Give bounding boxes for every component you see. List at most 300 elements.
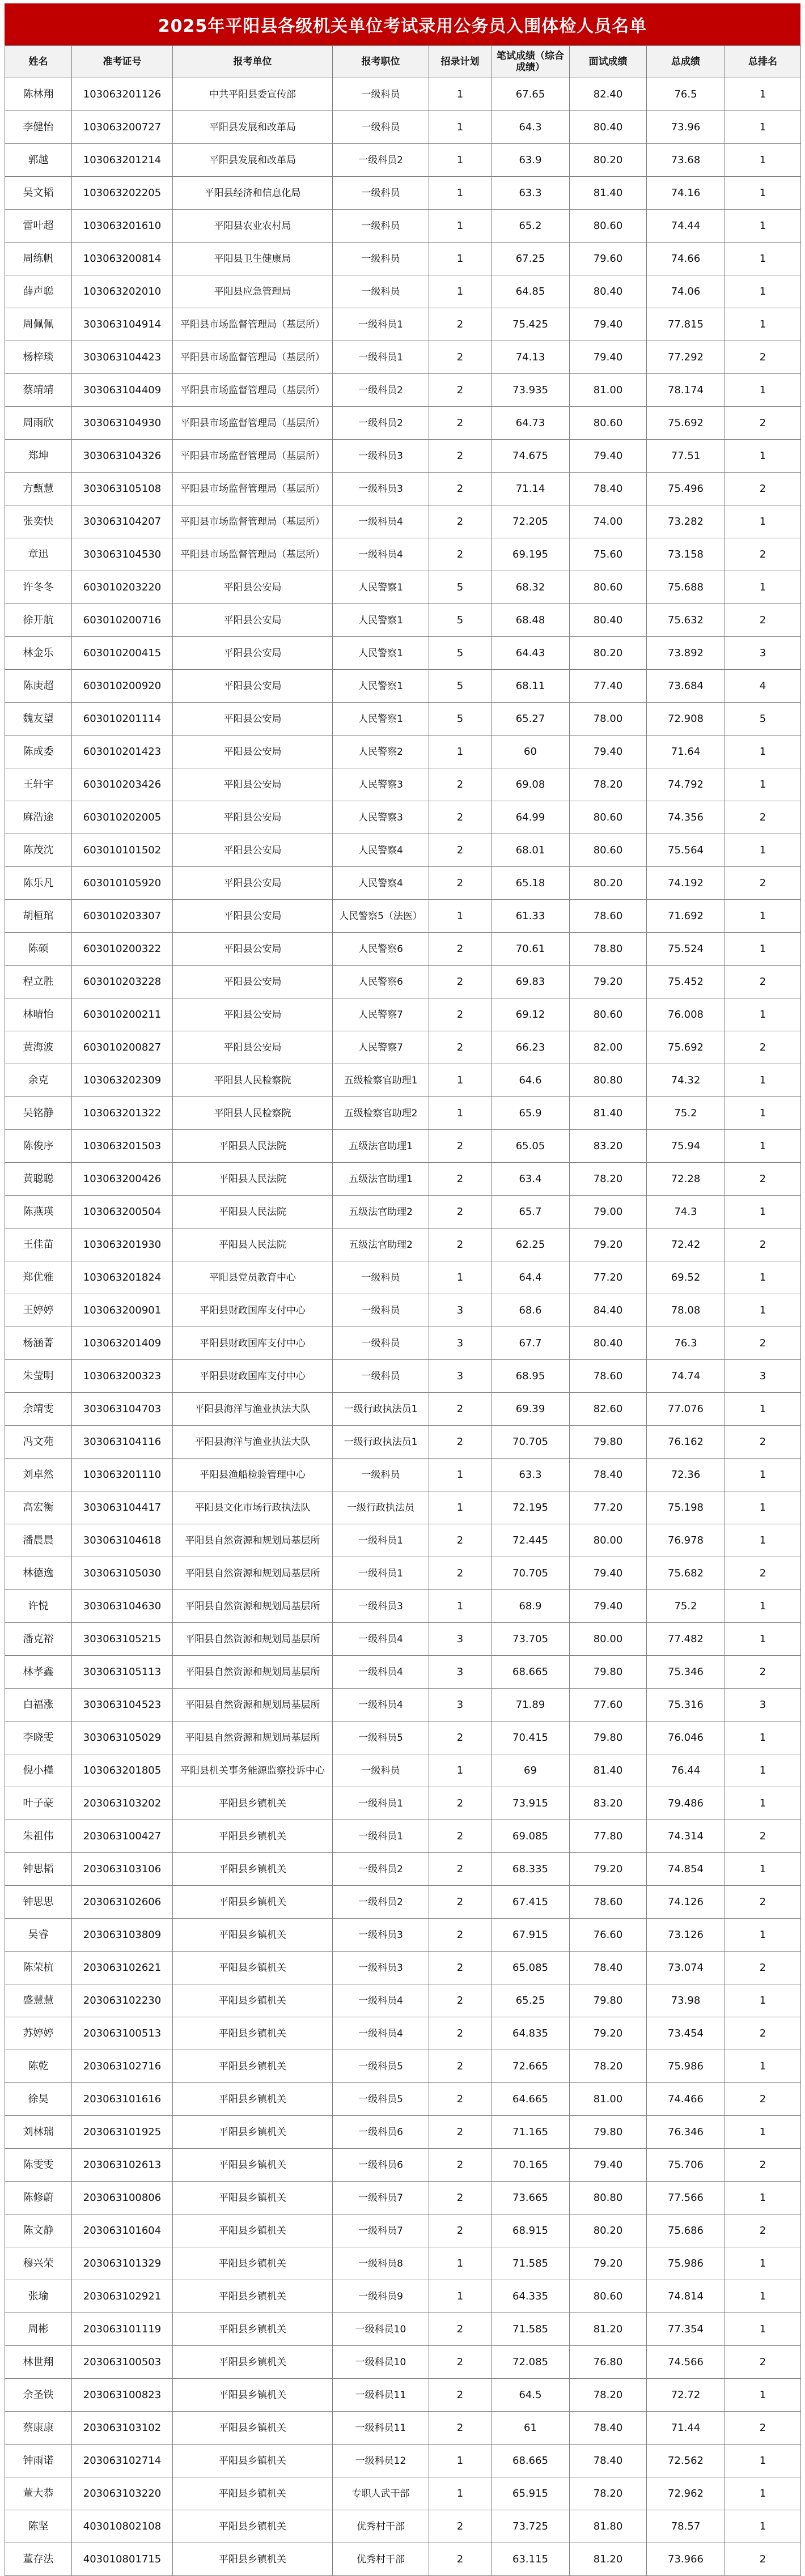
cell-total-score: 75.94 [647, 1130, 725, 1163]
cell-plan: 2 [429, 768, 492, 801]
cell-plan: 2 [429, 867, 492, 900]
cell-rank: 2 [725, 966, 801, 998]
cell-written-score: 71.165 [492, 2116, 570, 2149]
table-row [5, 1656, 801, 1689]
cell-name: 刘卓然 [5, 1459, 72, 1491]
cell-plan: 2 [429, 2017, 492, 2050]
cell-rank: 2 [725, 2017, 801, 2050]
cell-plan: 2 [429, 801, 492, 834]
cell-name: 郑坤 [5, 440, 72, 473]
cell-ticket-no: 203063102613 [72, 2149, 173, 2182]
cell-written-score: 67.415 [492, 1886, 570, 1919]
cell-written-score: 64.665 [492, 2083, 570, 2116]
cell-position: 一级科员4 [333, 1656, 429, 1689]
cell-written-score: 63.3 [492, 177, 570, 210]
cell-total-score: 72.908 [647, 703, 725, 736]
cell-rank: 2 [725, 407, 801, 440]
cell-position: 一级科员11 [333, 2379, 429, 2412]
table-row [5, 1261, 801, 1294]
cell-total-score: 78.174 [647, 374, 725, 407]
table-row [5, 1721, 801, 1754]
cell-total-score: 71.64 [647, 736, 725, 768]
cell-ticket-no: 103063200814 [72, 243, 173, 275]
cell-name: 魏友望 [5, 703, 72, 736]
cell-position: 优秀村干部 [333, 2543, 429, 2576]
cell-position: 一级行政执法员1 [333, 1393, 429, 1426]
cell-written-score: 63.9 [492, 144, 570, 177]
cell-written-score: 63.4 [492, 1163, 570, 1196]
table-row [5, 538, 801, 571]
cell-total-score: 75.986 [647, 2247, 725, 2280]
table-row [5, 768, 801, 801]
cell-plan: 2 [429, 1820, 492, 1853]
cell-ticket-no: 603010200415 [72, 637, 173, 670]
cell-total-score: 73.074 [647, 1952, 725, 1984]
cell-plan: 5 [429, 604, 492, 637]
table-row [5, 473, 801, 505]
cell-written-score: 65.9 [492, 1097, 570, 1130]
table-row [5, 933, 801, 966]
cell-unit: 平阳县人民法院 [173, 1196, 333, 1229]
cell-ticket-no: 103063201126 [72, 78, 173, 111]
cell-unit: 平阳县市场监督管理局（基层所） [173, 308, 333, 341]
cell-plan: 2 [429, 1524, 492, 1557]
cell-unit: 平阳县乡镇机关 [173, 2017, 333, 2050]
cell-total-score: 73.684 [647, 670, 725, 703]
cell-interview-score: 82.40 [570, 78, 647, 111]
cell-interview-score: 79.80 [570, 1984, 647, 2017]
table-row [5, 275, 801, 308]
table-row [5, 1196, 801, 1229]
cell-unit: 平阳县经济和信息化局 [173, 177, 333, 210]
cell-position: 人民警察1 [333, 703, 429, 736]
cell-ticket-no: 603010200716 [72, 604, 173, 637]
cell-unit: 平阳县乡镇机关 [173, 2477, 333, 2510]
cell-ticket-no: 103063201610 [72, 210, 173, 243]
cell-written-score: 71.585 [492, 2313, 570, 2346]
cell-name: 周练帆 [5, 243, 72, 275]
cell-rank: 1 [725, 2510, 801, 2543]
cell-plan: 2 [429, 933, 492, 966]
cell-ticket-no: 103063200727 [72, 111, 173, 144]
cell-total-score: 75.682 [647, 1557, 725, 1590]
cell-ticket-no: 603010203220 [72, 571, 173, 604]
cell-unit: 平阳县公安局 [173, 736, 333, 768]
cell-written-score: 71.585 [492, 2247, 570, 2280]
cell-rank: 2 [725, 1656, 801, 1689]
cell-name: 倪小槿 [5, 1754, 72, 1787]
table-row [5, 78, 801, 111]
cell-ticket-no: 603010203307 [72, 900, 173, 933]
cell-written-score: 71.89 [492, 1689, 570, 1721]
cell-unit: 平阳县财政国库支付中心 [173, 1327, 333, 1360]
cell-name: 穆兴荣 [5, 2247, 72, 2280]
cell-rank: 2 [725, 1886, 801, 1919]
cell-unit: 平阳县乡镇机关 [173, 2379, 333, 2412]
header-row [5, 46, 801, 78]
cell-interview-score: 79.40 [570, 1557, 647, 1590]
cell-ticket-no: 603010200211 [72, 998, 173, 1031]
cell-rank: 1 [725, 440, 801, 473]
cell-total-score: 75.316 [647, 1689, 725, 1721]
cell-interview-score: 79.20 [570, 1229, 647, 1261]
cell-position: 五级法官助理2 [333, 1229, 429, 1261]
cell-total-score: 77.51 [647, 440, 725, 473]
cell-total-score: 74.314 [647, 1820, 725, 1853]
cell-written-score: 68.665 [492, 1656, 570, 1689]
table-row [5, 1097, 801, 1130]
cell-ticket-no: 203063102714 [72, 2445, 173, 2477]
cell-rank: 1 [725, 1393, 801, 1426]
cell-rank: 1 [725, 1261, 801, 1294]
cell-unit: 平阳县海洋与渔业执法大队 [173, 1426, 333, 1459]
cell-name: 潘克裕 [5, 1623, 72, 1656]
cell-rank: 2 [725, 1557, 801, 1590]
cell-unit: 平阳县人民法院 [173, 1229, 333, 1261]
cell-unit: 平阳县财政国库支付中心 [173, 1360, 333, 1393]
cell-interview-score: 83.20 [570, 1787, 647, 1820]
cell-interview-score: 79.40 [570, 308, 647, 341]
cell-interview-score: 77.80 [570, 1820, 647, 1853]
cell-interview-score: 78.20 [570, 2477, 647, 2510]
cell-position: 一级科员 [333, 111, 429, 144]
cell-plan: 2 [429, 2346, 492, 2379]
cell-written-score: 72.445 [492, 1524, 570, 1557]
cell-rank: 1 [725, 177, 801, 210]
cell-written-score: 65.18 [492, 867, 570, 900]
cell-ticket-no: 103063201409 [72, 1327, 173, 1360]
cell-position: 专职人武干部 [333, 2477, 429, 2510]
cell-unit: 平阳县公安局 [173, 801, 333, 834]
cell-ticket-no: 403010802108 [72, 2510, 173, 2543]
table-row [5, 1689, 801, 1721]
cell-position: 人民警察7 [333, 1031, 429, 1064]
cell-name: 陈成委 [5, 736, 72, 768]
cell-written-score: 69.83 [492, 966, 570, 998]
cell-unit: 平阳县海洋与渔业执法大队 [173, 1393, 333, 1426]
cell-name: 林孝鑫 [5, 1656, 72, 1689]
cell-position: 一级科员5 [333, 1721, 429, 1754]
cell-unit: 平阳县自然资源和规划局基层所 [173, 1623, 333, 1656]
cell-rank: 1 [725, 1721, 801, 1754]
cell-rank: 1 [725, 210, 801, 243]
cell-written-score: 69.195 [492, 538, 570, 571]
cell-position: 一级科员2 [333, 374, 429, 407]
cell-written-score: 68.665 [492, 2445, 570, 2477]
cell-total-score: 74.356 [647, 801, 725, 834]
cell-unit: 平阳县人民检察院 [173, 1064, 333, 1097]
cell-position: 一级科员 [333, 275, 429, 308]
table-row [5, 2313, 801, 2346]
cell-unit: 平阳县公安局 [173, 867, 333, 900]
cell-total-score: 73.158 [647, 538, 725, 571]
cell-rank: 2 [725, 1327, 801, 1360]
cell-ticket-no: 303063105029 [72, 1721, 173, 1754]
cell-position: 一级科员3 [333, 1919, 429, 1952]
cell-rank: 3 [725, 637, 801, 670]
results-table [5, 45, 801, 2576]
cell-written-score: 72.665 [492, 2050, 570, 2083]
cell-unit: 平阳县乡镇机关 [173, 1886, 333, 1919]
cell-name: 余靖雯 [5, 1393, 72, 1426]
cell-position: 一级科员 [333, 210, 429, 243]
cell-plan: 2 [429, 2182, 492, 2214]
cell-ticket-no: 103063202010 [72, 275, 173, 308]
cell-position: 一级科员 [333, 1261, 429, 1294]
cell-rank: 5 [725, 703, 801, 736]
cell-written-score: 64.43 [492, 637, 570, 670]
cell-written-score: 68.01 [492, 834, 570, 867]
cell-unit: 平阳县渔船检验管理中心 [173, 1459, 333, 1491]
table-row [5, 1163, 801, 1196]
cell-total-score: 75.524 [647, 933, 725, 966]
cell-ticket-no: 203063100503 [72, 2346, 173, 2379]
cell-total-score: 73.454 [647, 2017, 725, 2050]
table-row [5, 341, 801, 374]
cell-ticket-no: 203063100513 [72, 2017, 173, 2050]
cell-interview-score: 80.60 [570, 210, 647, 243]
cell-position: 人民警察1 [333, 670, 429, 703]
cell-interview-score: 78.40 [570, 1459, 647, 1491]
cell-total-score: 76.162 [647, 1426, 725, 1459]
cell-plan: 2 [429, 1031, 492, 1064]
cell-position: 人民警察3 [333, 801, 429, 834]
cell-name: 徐昊 [5, 2083, 72, 2116]
cell-rank: 1 [725, 768, 801, 801]
cell-plan: 1 [429, 1064, 492, 1097]
cell-name: 朱莹明 [5, 1360, 72, 1393]
cell-unit: 平阳县公安局 [173, 1031, 333, 1064]
cell-name: 张瑜 [5, 2280, 72, 2313]
header-col-total [647, 46, 725, 78]
table-row [5, 1229, 801, 1261]
cell-total-score: 75.686 [647, 2214, 725, 2247]
cell-plan: 2 [429, 2412, 492, 2445]
table-row [5, 1820, 801, 1853]
cell-rank: 2 [725, 2346, 801, 2379]
cell-interview-score: 79.40 [570, 2149, 647, 2182]
cell-unit: 平阳县乡镇机关 [173, 2182, 333, 2214]
cell-total-score: 74.854 [647, 1853, 725, 1886]
cell-ticket-no: 203063102606 [72, 1886, 173, 1919]
cell-written-score: 67.7 [492, 1327, 570, 1360]
cell-unit: 平阳县自然资源和规划局基层所 [173, 1590, 333, 1623]
cell-unit: 平阳县乡镇机关 [173, 2116, 333, 2149]
cell-written-score: 65.7 [492, 1196, 570, 1229]
cell-total-score: 73.892 [647, 637, 725, 670]
cell-interview-score: 82.00 [570, 1031, 647, 1064]
table-row [5, 1557, 801, 1590]
cell-unit: 平阳县乡镇机关 [173, 2412, 333, 2445]
col-position-label: 报考职位 [361, 56, 400, 67]
cell-written-score: 68.95 [492, 1360, 570, 1393]
cell-written-score: 64.85 [492, 275, 570, 308]
cell-plan: 2 [429, 2543, 492, 2576]
col-rank-label: 总排名 [748, 56, 777, 67]
cell-interview-score: 78.60 [570, 1886, 647, 1919]
cell-total-score: 77.354 [647, 2313, 725, 2346]
cell-interview-score: 81.80 [570, 2510, 647, 2543]
table-row [5, 210, 801, 243]
cell-position: 一级科员6 [333, 2149, 429, 2182]
cell-position: 人民警察5（法医） [333, 900, 429, 933]
cell-plan: 1 [429, 1754, 492, 1787]
cell-total-score: 72.562 [647, 2445, 725, 2477]
table-row [5, 2247, 801, 2280]
table-row [5, 2477, 801, 2510]
table-row [5, 1360, 801, 1393]
cell-ticket-no: 303063104530 [72, 538, 173, 571]
cell-position: 一级科员3 [333, 440, 429, 473]
cell-written-score: 65.085 [492, 1952, 570, 1984]
cell-name: 徐开航 [5, 604, 72, 637]
cell-ticket-no: 103063201930 [72, 1229, 173, 1261]
cell-unit: 平阳县自然资源和规划局基层所 [173, 1656, 333, 1689]
cell-written-score: 64.5 [492, 2379, 570, 2412]
cell-interview-score: 79.20 [570, 2247, 647, 2280]
cell-name: 郭越 [5, 144, 72, 177]
cell-ticket-no: 203063102621 [72, 1952, 173, 1984]
cell-total-score: 74.16 [647, 177, 725, 210]
cell-ticket-no: 303063104417 [72, 1491, 173, 1524]
cell-rank: 1 [725, 1590, 801, 1623]
cell-total-score: 72.28 [647, 1163, 725, 1196]
col-total-label: 总成绩 [671, 56, 700, 67]
cell-unit: 平阳县乡镇机关 [173, 1919, 333, 1952]
table-row [5, 2214, 801, 2247]
cell-position: 一级科员1 [333, 1820, 429, 1853]
cell-total-score: 73.96 [647, 111, 725, 144]
cell-unit: 平阳县乡镇机关 [173, 2510, 333, 2543]
table-row [5, 2280, 801, 2313]
cell-ticket-no: 603010105920 [72, 867, 173, 900]
cell-rank: 1 [725, 243, 801, 275]
cell-plan: 5 [429, 670, 492, 703]
cell-plan: 2 [429, 1163, 492, 1196]
cell-total-score: 74.06 [647, 275, 725, 308]
cell-unit: 平阳县乡镇机关 [173, 2050, 333, 2083]
cell-name: 周佩佩 [5, 308, 72, 341]
cell-position: 五级法官助理1 [333, 1163, 429, 1196]
cell-unit: 中共平阳县委宣传部 [173, 78, 333, 111]
header-col-ticket [72, 46, 173, 78]
cell-total-score: 78.08 [647, 1294, 725, 1327]
cell-ticket-no: 103063201322 [72, 1097, 173, 1130]
cell-ticket-no: 303063104207 [72, 505, 173, 538]
cell-ticket-no: 303063105108 [72, 473, 173, 505]
cell-position: 五级法官助理1 [333, 1130, 429, 1163]
cell-rank: 1 [725, 505, 801, 538]
cell-ticket-no: 603010200322 [72, 933, 173, 966]
cell-ticket-no: 103063201805 [72, 1754, 173, 1787]
cell-ticket-no: 203063102716 [72, 2050, 173, 2083]
table-row [5, 1886, 801, 1919]
cell-total-score: 74.3 [647, 1196, 725, 1229]
cell-unit: 平阳县乡镇机关 [173, 2445, 333, 2477]
cell-interview-score: 79.80 [570, 1656, 647, 1689]
cell-rank: 1 [725, 1130, 801, 1163]
cell-ticket-no: 203063103809 [72, 1919, 173, 1952]
cell-position: 一级科员3 [333, 1952, 429, 1984]
cell-ticket-no: 303063104326 [72, 440, 173, 473]
table-row [5, 1064, 801, 1097]
cell-position: 一级科员1 [333, 1524, 429, 1557]
table-row [5, 1031, 801, 1064]
cell-ticket-no: 603010201114 [72, 703, 173, 736]
cell-name: 冯文苑 [5, 1426, 72, 1459]
cell-interview-score: 80.40 [570, 275, 647, 308]
cell-written-score: 68.11 [492, 670, 570, 703]
cell-position: 一级科员3 [333, 1590, 429, 1623]
cell-total-score: 77.076 [647, 1393, 725, 1426]
cell-plan: 2 [429, 1557, 492, 1590]
table-row [5, 2379, 801, 2412]
cell-unit: 平阳县公安局 [173, 604, 333, 637]
cell-interview-score: 80.20 [570, 867, 647, 900]
cell-name: 程立胜 [5, 966, 72, 998]
cell-total-score: 75.632 [647, 604, 725, 637]
col-unit-label: 报考单位 [233, 56, 272, 67]
cell-ticket-no: 203063101329 [72, 2247, 173, 2280]
cell-unit: 平阳县公安局 [173, 571, 333, 604]
cell-ticket-no: 103063200504 [72, 1196, 173, 1229]
cell-name: 白福涨 [5, 1689, 72, 1721]
cell-ticket-no: 203063102921 [72, 2280, 173, 2313]
cell-plan: 1 [429, 1590, 492, 1623]
cell-total-score: 73.98 [647, 1984, 725, 2017]
page-title: 2025年平阳县各级机关单位考试录用公务员入围体检人员名单 [5, 3, 800, 45]
cell-position: 一级科员1 [333, 1787, 429, 1820]
cell-name: 钟雨诺 [5, 2445, 72, 2477]
cell-plan: 3 [429, 1327, 492, 1360]
cell-interview-score: 82.60 [570, 1393, 647, 1426]
cell-plan: 2 [429, 2313, 492, 2346]
cell-interview-score: 80.40 [570, 111, 647, 144]
cell-name: 方甄慧 [5, 473, 72, 505]
cell-name: 王婷婷 [5, 1294, 72, 1327]
cell-name: 陈坚 [5, 2510, 72, 2543]
cell-ticket-no: 303063104423 [72, 341, 173, 374]
cell-plan: 2 [429, 505, 492, 538]
cell-plan: 2 [429, 1721, 492, 1754]
table-row [5, 2412, 801, 2445]
cell-position: 人民警察1 [333, 637, 429, 670]
cell-interview-score: 80.60 [570, 801, 647, 834]
cell-total-score: 74.74 [647, 1360, 725, 1393]
cell-written-score: 64.99 [492, 801, 570, 834]
cell-interview-score: 78.20 [570, 768, 647, 801]
cell-position: 人民警察4 [333, 867, 429, 900]
cell-plan: 1 [429, 210, 492, 243]
cell-rank: 3 [725, 1360, 801, 1393]
cell-name: 陈俊序 [5, 1130, 72, 1163]
cell-rank: 1 [725, 144, 801, 177]
cell-rank: 1 [725, 2116, 801, 2149]
table-header [5, 46, 801, 78]
cell-total-score: 75.496 [647, 473, 725, 505]
table-row [5, 2445, 801, 2477]
cell-name: 陈乐凡 [5, 867, 72, 900]
cell-position: 一级科员 [333, 1459, 429, 1491]
cell-unit: 平阳县文化市场行政执法队 [173, 1491, 333, 1524]
cell-unit: 平阳县农业农村局 [173, 210, 333, 243]
cell-interview-score: 80.00 [570, 1524, 647, 1557]
cell-written-score: 65.05 [492, 1130, 570, 1163]
cell-written-score: 74.675 [492, 440, 570, 473]
cell-unit: 平阳县自然资源和规划局基层所 [173, 1689, 333, 1721]
cell-rank: 1 [725, 1984, 801, 2017]
table-row [5, 308, 801, 341]
